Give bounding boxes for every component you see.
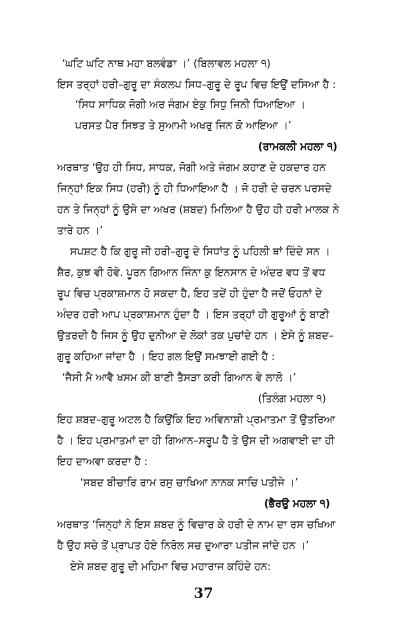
paragraph-line: ਤਾਰੇ ਹਨ ।’ — [57, 225, 103, 237]
paragraph-line: ਹਨ ਤੇ ਜਿਨ੍ਹਾਂ ਨੂੰ ਉਸੇ ਦਾ ਅਖਰ (ਸ਼ਬਦ) ਮਿਲਿਆ ਹੈ ਉਹ ਹੀ ਹਰੀ ਮਾਲਕ ਨੇ — [57, 204, 340, 216]
verse-source: (ਭੈਰਉ ਮਹਲਾ ੧) — [264, 498, 331, 510]
paragraph-line: ਇਹ ਦਾਅਵਾ ਕਰਦਾ ਹੈ : — [57, 456, 148, 468]
verse-line: ‘ਜੈਸੀ ਮੈ ਆਵੈ ਖਸਮ ਕੀ ਬਾਣੀ ਤੈਸੜਾ ਕਰੀ ਗਿਆਨ ਵੇ ਲਾਲੋ ।’ — [62, 372, 297, 384]
verse-line: ਪਰਸਤ ਪੈਰ ਸਿਝਤ ਤੇ ਸੁਆਮੀ ਅਖਰੁ ਜਿਨ ਕੋ ਆਇਆ ।’ — [75, 120, 292, 132]
paragraph-line: ਰੂਪ ਵਿਚ ਪ੍ਰਕਾਸ਼ਮਾਨ ਹੋ ਸਕਦਾ ਹੈ, ਇਹ ਤਦੇਂ ਹੀ ਹੁੰਦਾ ਹੈ ਜਦੋਂ ਓਹਨਾਂ ਦੇ — [57, 288, 322, 300]
page-number: 37 — [193, 586, 214, 602]
paragraph-line: ਅਰਥਾਤ ‘ਉਹ ਹੀ ਸਿਧ, ਸਾਧਕ, ਜੋਗੀ ਅਤੇ ਜੰਗਮ ਕਹਾਣ ਦੇ ਹਕਦਾਰ ਹਨ — [57, 162, 326, 174]
paragraph-line: ਹੈ । ਇਹ ਪ੍ਰਮਾਤਮਾਂ ਦਾ ਹੀ ਗਿਆਨ–ਸਰੂਪ ਹੈ ਤੇ ਉਸ ਦੀ ਅਗਵਾਈ ਦਾ ਹੀ — [57, 435, 335, 447]
verse-source: (ਤਿਲੰਗ ਮਹਲਾ ੧) — [258, 393, 327, 405]
paragraph-line: ਏਸੇ ਸ਼ਬਦ ਗੁਰੂ ਦੀ ਮਹਿਮਾ ਵਿਚ ਮਹਾਰਾਜ ਕਹਿੰਦੇ ਹਨ: — [70, 561, 271, 573]
verse-line: ‘ਸਬਦ ਬੀਚਾਰਿ ਰਾਮ ਰਸੁ ਚਾਖਿਆ ਨਾਨਕ ਸਾਚਿ ਪਤੀਜੇ ।’ — [80, 477, 299, 489]
paragraph-line: ਸਪਸ਼ਟ ਹੈ ਕਿ ਗੁਰੂ ਜੀ ਹਰੀ–ਗੁਰੂ ਦੇ ਸਿਧਾਂਤ ਨੂੰ ਪਹਿਲੀ ਥਾਂ ਦਿੰਦੇ ਸਨ । — [70, 246, 330, 258]
verse-line: ‘ਘਟਿ ਘਟਿ ਨਾਥ ਮਹਾ ਬਲਵੰਡਾ ।’ (ਬਿਲਾਵਲ ਮਹਲਾ ੧) — [62, 58, 271, 70]
paragraph-line: ਗੁਰੂ ਕਹਿਆ ਜਾਂਦਾ ਹੈ । ਇਹ ਗਲ ਇਉਂ ਸਮਝਾਈ ਗਈ ਹੈ : — [57, 351, 275, 363]
paragraph-line: ਸ਼ੈਰ, ਕੁਝ ਵੀ ਹੋਵੇ. ਪੂਰਨ ਗਿਆਨ ਜਿੰਨਾ ਕੁ ਇਨਸਾਨ ਦੇ ਅੰਦਰ ਵਧ ਤੋਂ ਵਧ — [57, 267, 326, 279]
paragraph-line: ਜਿਨ੍ਹਾਂ ਇਕ ਸਿਧ (ਹਰੀ) ਨੂੰ ਹੀ ਧਿਆਇਆ ਹੈ । ਜੋ ਹਰੀ ਦੇ ਚਰਨ ਪਰਸਦੇ — [57, 183, 332, 195]
paragraph-line: ਉਤਰਦੀ ਹੈ ਜਿਸ ਨੂੰ ਉਹ ਦੁਨੀਆ ਦੇ ਲੋਕਾਂ ਤਕ ਪੁਚਾਂਦੇ ਹਨ । ਏਸੇ ਨੂੰ ਸ਼ਬਦ– — [57, 330, 334, 342]
paragraph-line: ਇਹ ਸ਼ਬਦ–ਗੁਰੂ ਅਟਲ ਹੈ ਕਿਉਂਕਿ ਇਹ ਅਵਿਨਾਸ਼ੀ ਪ੍ਰਮਾਤਮਾ ਤੋਂ ਉਤਰਿਆ — [57, 414, 336, 426]
paragraph-line: ਅੰਦਰ ਹਰੀ ਆਪ ਪ੍ਰਕਾਸ਼ਮਾਨ ਹੁੰਦਾ ਹੈ । ਇਸ ਤਰ੍ਹਾਂ ਹੀ ਗੁਰੂਆਂ ਨੂੰ ਬਾਣੀ — [57, 309, 330, 321]
verse-line: ‘ਸਿਧ ਸਾਧਿਕ ਜੋਗੀ ਅਰ ਜੰਗਮ ਏਕੁ ਸਿਧੁ ਜਿਨੀ ਧਿਆਇਆ । — [75, 99, 306, 111]
paragraph-line: ਇਸ ਤਰ੍ਹਾਂ ਹਰੀ–ਗੁਰੂ ਦਾ ਸੰਕਲਪ ਸਿਧ–ਗੁਰੂ ਦੇ ਰੂਪ ਵਿਚ ਇਉਂ ਦਸਿਆ ਹੈ : — [57, 79, 336, 91]
verse-source: (ਰਾਮਕਲੀ ਮਹਲਾ ੧) — [258, 141, 338, 153]
paragraph-line: ਅਰਥਾਤ ‘ਜਿਨ੍ਹਾਂ ਨੇ ਇਸ ਸ਼ਬਦ ਨੂੰ ਵਿਚਾਰ ਕੇ ਹਰੀ ਦੇ ਨਾਮ ਦਾ ਰਸ ਚਖਿਆ — [57, 519, 336, 531]
paragraph-line: ਹੈ ਉਹ ਸਚੇ ਤੋਂ ਪ੍ਰਾਪਤ ਹੋਏ ਨਿਰੋਲ ਸਚ ਦੁਆਰਾ ਪਤੀਜ ਜਾਂਦੇ ਹਨ ।’ — [57, 540, 309, 552]
